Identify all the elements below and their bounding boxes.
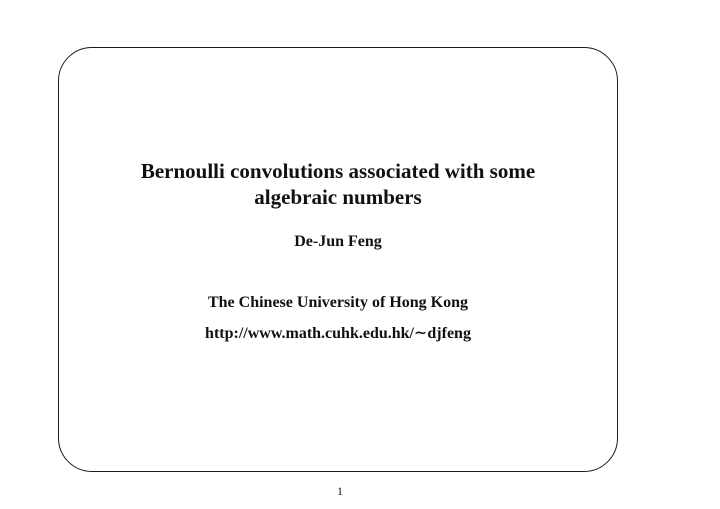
author-name: De-Jun Feng — [294, 233, 382, 250]
slide-frame — [58, 47, 618, 472]
author-affiliation: The Chinese University of Hong Kong — [207, 294, 468, 311]
slide-title-line-1: Bernoulli convolutions associated with some — [140, 159, 536, 183]
slide-title — [58, 158, 618, 210]
page-number: 1 — [337, 484, 343, 498]
homepage-url: http://www.math.cuhk.edu.hk/∼djfeng — [205, 325, 471, 342]
slide-title-line-2: algebraic numbers — [254, 185, 422, 209]
